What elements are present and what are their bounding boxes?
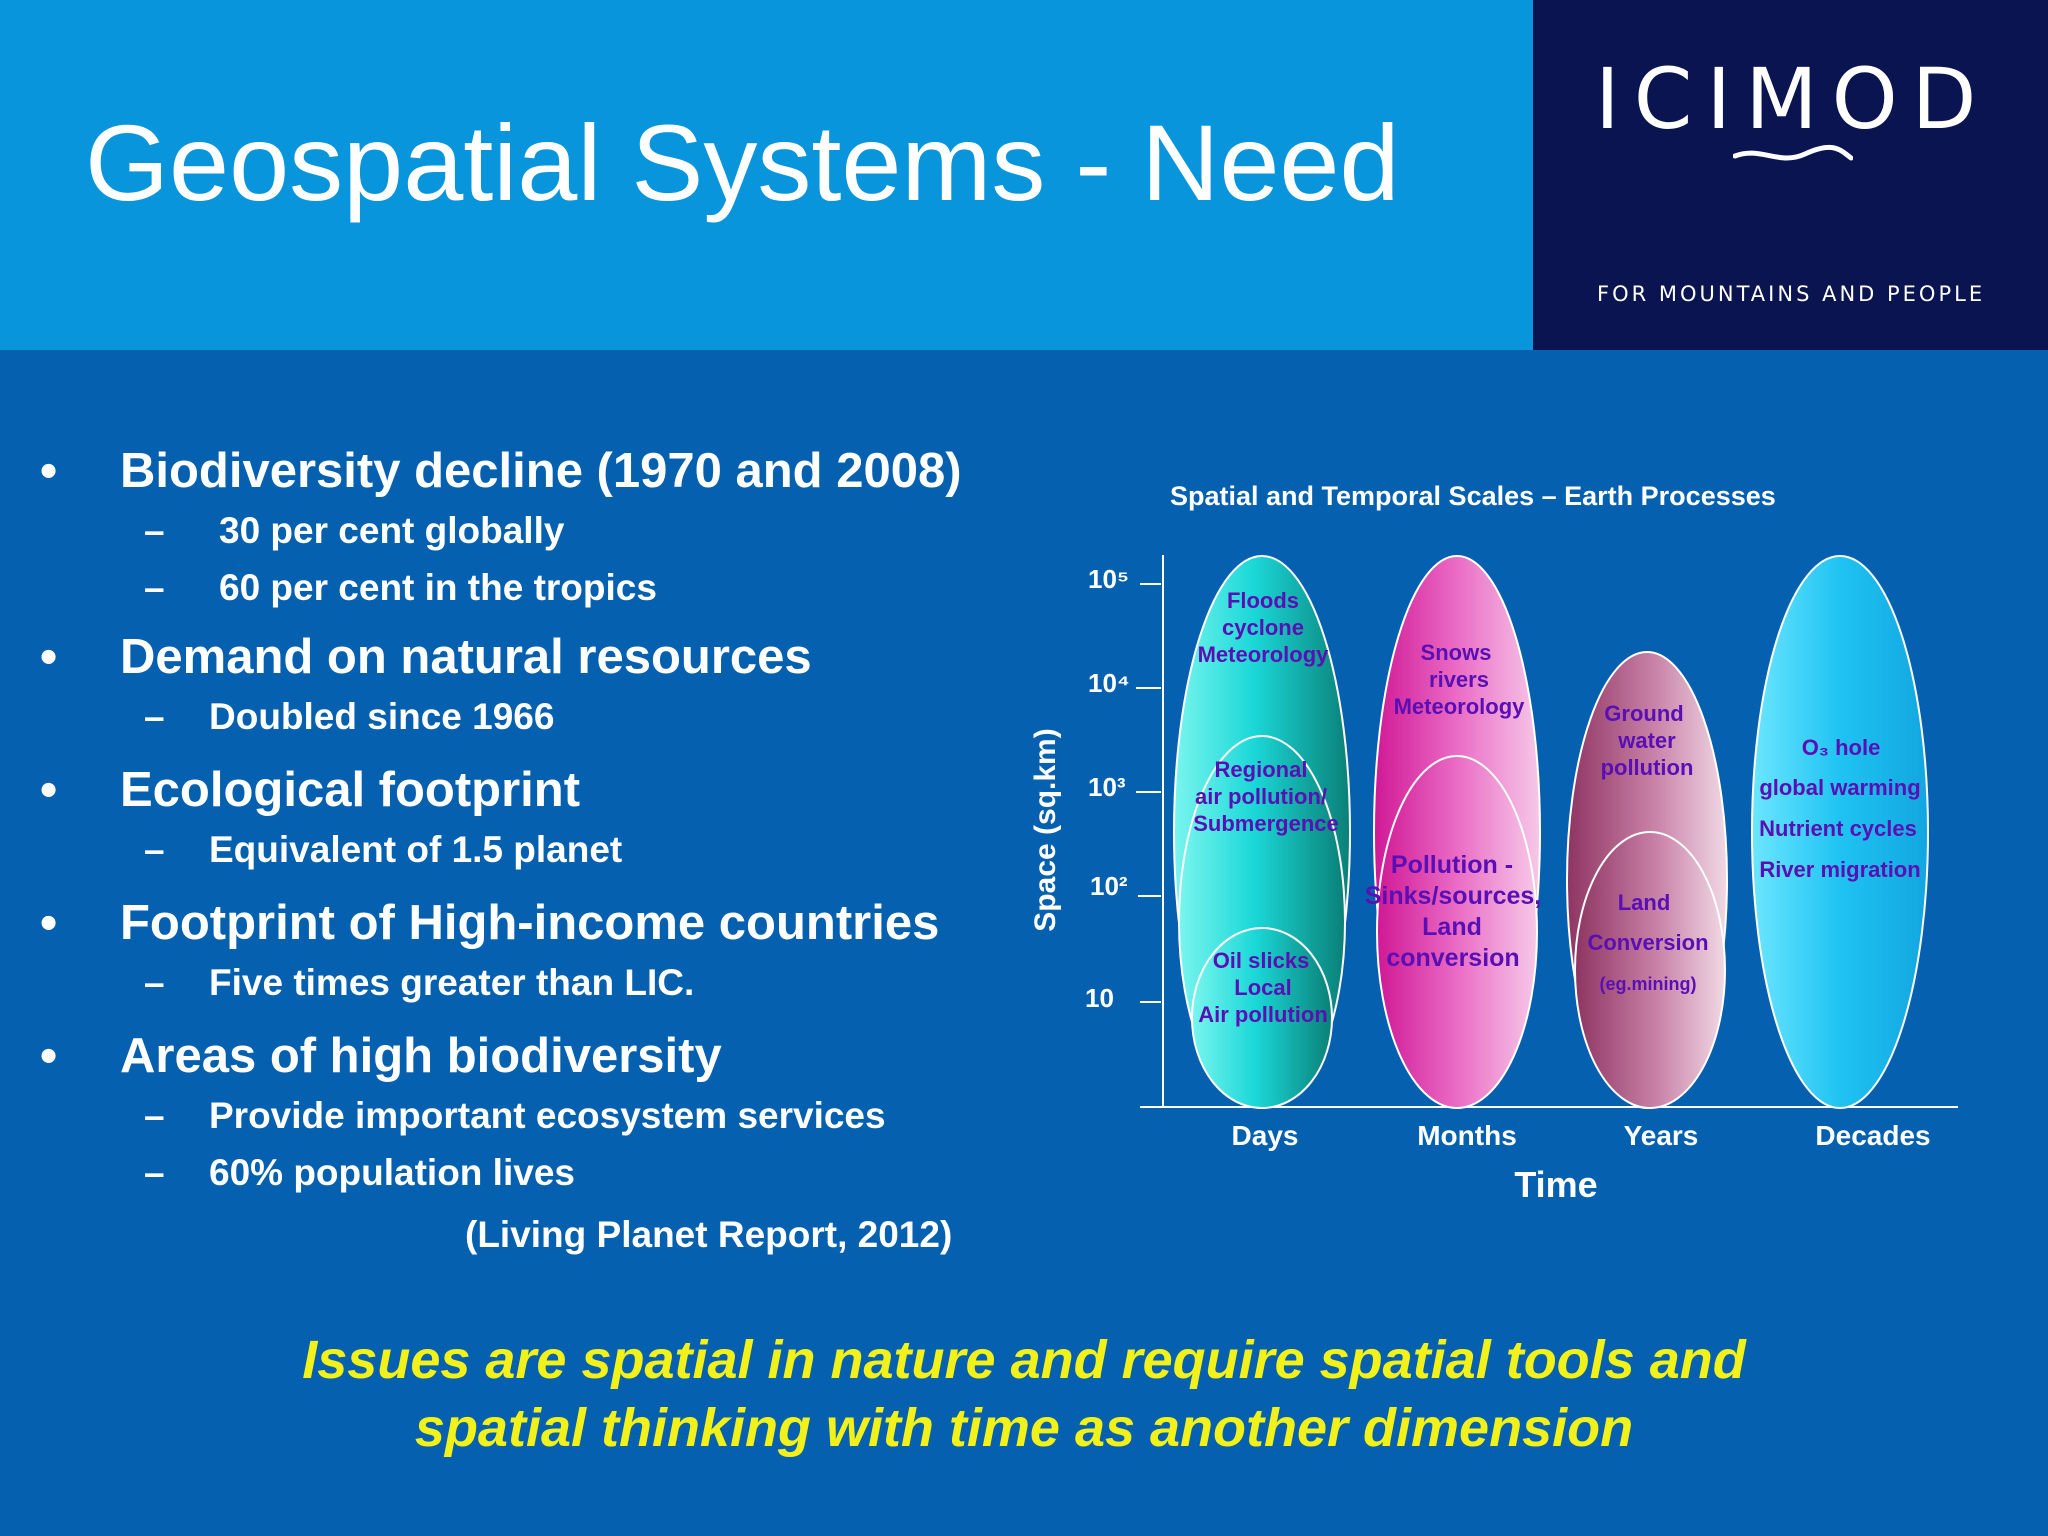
logo-wordmark: ICIMOD [1595,50,1991,148]
diagram-label: Sinks/sources, [1364,882,1542,910]
y-tick-label: 10⁵ [1088,564,1130,594]
diagram-label: O₃ hole [1801,735,1881,760]
bullet-dot: • [40,763,58,817]
diagram-label: Local [1234,975,1292,1000]
x-tick-label: Decades [1815,1120,1931,1151]
diagram-label: rivers [1429,667,1489,692]
diagram-label: Oil slicks [1212,948,1310,973]
sub-bullet-text: Doubled since 1966 [209,696,555,737]
diagram-label: River migration [1759,857,1921,882]
bullet-text: Ecological footprint [120,763,581,817]
bullet-dot: • [40,896,58,950]
diagram-label: water [1618,728,1676,753]
sub-bullet-text: 60 per cent in the tropics [219,567,657,608]
sub-bullet-text: Equivalent of 1.5 planet [209,829,623,870]
dash-marker: – [144,829,165,870]
diagram-title: Spatial and Temporal Scales – Earth Processes [1170,481,1776,511]
sub-bullet-item [40,502,1030,559]
diagram-label: Regional [1214,757,1308,782]
diagram-label: Snows [1420,640,1492,665]
sub-bullet-text: Five times greater than LIC. [209,962,695,1003]
diagram-label: Pollution - [1390,851,1514,879]
diagram-label: Submergence [1193,811,1339,836]
years-ellipse-medium [1575,832,1725,1108]
logo-tagline: FOR MOUNTAINS AND PEOPLE [1597,282,1986,306]
sub-bullet-item [40,954,1030,1011]
days-ellipse-group [1174,556,1350,1108]
bullet-text: Biodiversity decline (1970 and 2008) [120,444,962,498]
conclusion-text [0,1326,2048,1462]
diagram-label: conversion [1386,944,1520,972]
diagram-label: Floods [1226,588,1300,613]
bullet-item [40,440,1030,502]
diagram-label: Nutrient cycles [1759,816,1917,841]
x-tick-label: Months [1417,1120,1517,1151]
diagram-label: Meteorology [1197,642,1329,667]
slide-header [0,0,1533,350]
sub-bullet-item [40,688,1030,745]
sub-bullet-item [40,1087,1030,1144]
bullet-item [40,759,1030,821]
scales-diagram [1010,470,2010,1230]
conclusion-line: spatial thinking with time as another dimension [414,1398,1634,1458]
dash-marker: – [144,1152,165,1193]
icimod-logo [1533,0,2048,350]
wave-icon [1733,142,1853,168]
slide-title: Geospatial Systems - Need [85,102,1400,223]
dash-marker: – [144,510,165,551]
sub-bullet-text: 60% population lives [209,1152,575,1193]
diagram-label: Land [1617,890,1671,915]
conclusion-line: Issues are spatial in nature and require spatial tools and [302,1330,1746,1390]
y-tick-label: 10⁴ [1088,668,1130,698]
diagram-label: Ground [1604,701,1684,726]
y-tick [1090,871,1161,901]
bullet-item [40,1025,1030,1087]
diagram-label: (eg.mining) [1599,974,1697,994]
bullet-dot: • [40,444,58,498]
sub-bullet-item [40,559,1030,616]
bullet-text: Footprint of High-income countries [120,896,940,950]
sub-bullet-text: Provide important ecosystem services [209,1095,886,1136]
diagram-label: global warming [1759,775,1921,800]
y-tick-label: 10² [1090,871,1128,901]
bullet-dot: • [40,630,58,684]
diagram-label: Conversion [1587,930,1709,955]
y-tick [1085,983,1161,1013]
y-tick [1088,668,1161,698]
y-tick [1088,772,1161,802]
x-tick-label: Days [1231,1120,1299,1151]
diagram-label: cyclone [1222,615,1304,640]
dash-marker: – [144,567,165,608]
dash-marker: – [144,1095,165,1136]
bullet-list [40,440,1030,1201]
diagram-label: Land [1422,913,1482,941]
sub-bullet-item [40,821,1030,878]
y-tick-label: 10 [1085,983,1114,1013]
bullet-item [40,892,1030,954]
bullet-text: Areas of high biodiversity [120,1029,722,1083]
sub-bullet-item [40,1144,1030,1201]
diagram-label: air pollution/ [1195,784,1327,809]
months-ellipse-group [1365,556,1541,1108]
dash-marker: – [144,962,165,1003]
y-tick-label: 10³ [1088,772,1126,802]
x-axis-label: Time [1514,1164,1598,1205]
diagram-label: pollution [1600,755,1694,780]
y-axis-label: Space (sq.km) [1029,728,1062,932]
x-tick-label: Years [1623,1120,1699,1151]
decades-ellipse-group [1752,556,1928,1108]
years-ellipse-group [1567,652,1727,1108]
citation: (Living Planet Report, 2012) [465,1214,953,1255]
bullet-dot: • [40,1029,58,1083]
diagram-label: Air pollution [1198,1002,1328,1027]
diagram-label: Meteorology [1393,694,1525,719]
dash-marker: – [144,696,165,737]
bullet-item [40,626,1030,688]
bullet-text: Demand on natural resources [120,630,812,684]
sub-bullet-text: 30 per cent globally [219,510,565,551]
y-tick [1088,564,1161,594]
